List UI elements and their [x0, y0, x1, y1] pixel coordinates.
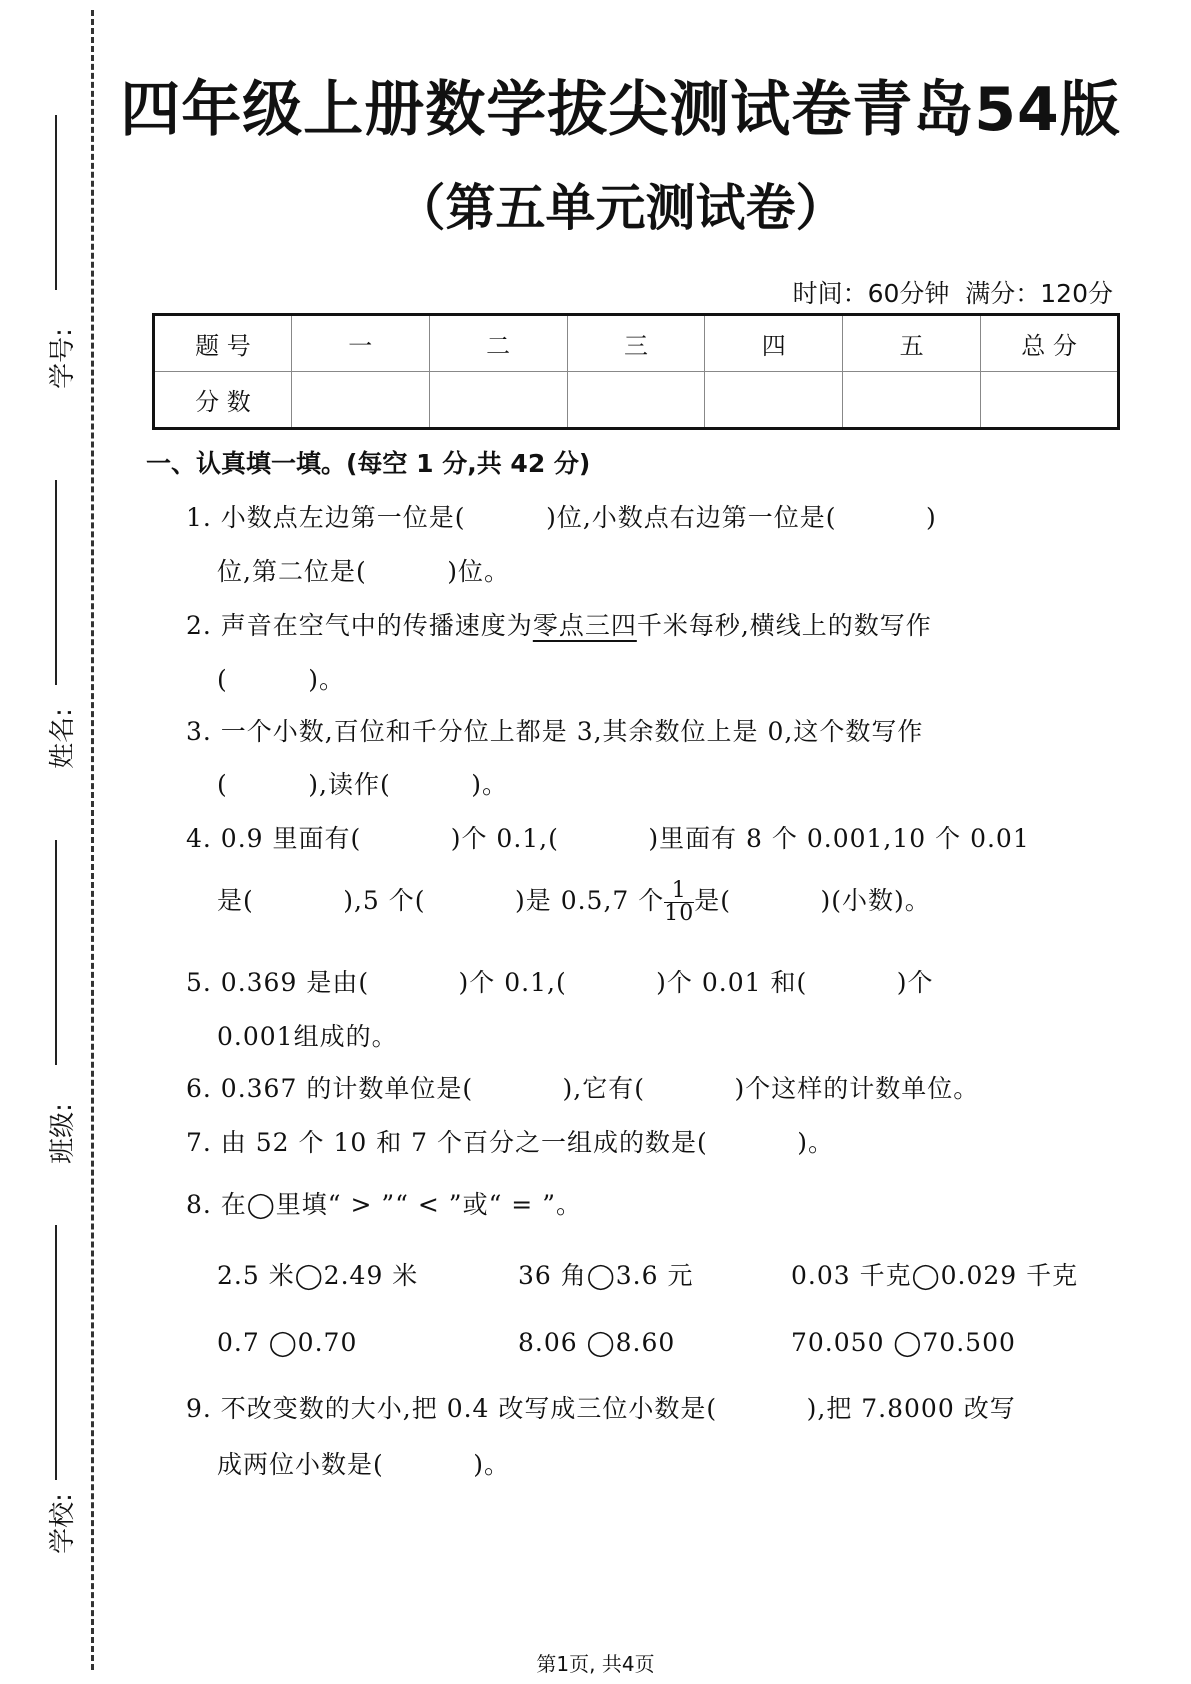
header-cell: 二 — [429, 315, 567, 372]
page-subtitle: （第五单元测试卷） — [395, 179, 846, 237]
question-1: 1. 小数点左边第一位是( )位,小数点右边第一位是( ) — [186, 503, 937, 532]
page-footer: 第1页, 共4页 — [536, 1652, 655, 1676]
name-line — [55, 480, 57, 685]
question-3: 3. 一个小数,百位和千分位上都是 3,其余数位上是 0,这个数写作 — [186, 717, 924, 746]
score-cell[interactable] — [843, 372, 981, 429]
comparison: 36 角◯3.6 元 — [518, 1261, 694, 1290]
header-cell: 三 — [567, 315, 705, 372]
comparison: 0.03 千克◯0.029 千克 — [791, 1261, 1079, 1290]
q2-text: 2. 声音在空气中的传播速度为 — [186, 611, 533, 640]
row-label: 分 数 — [154, 372, 292, 429]
question-4: 4. 0.9 里面有( )个 0.1,( )里面有 8 个 0.001,10 个 0.01 — [186, 824, 1030, 853]
numerator: 1 — [664, 880, 694, 903]
question-2-cont: ( )。 — [217, 665, 346, 694]
fold-dashed-line — [91, 10, 94, 1670]
header-cell: 一 — [291, 315, 429, 372]
question-3-cont: ( ),读作( )。 — [217, 770, 509, 799]
q2-underlined: 零点三四 — [532, 611, 637, 640]
question-8: 8. 在◯里填“ > ”“ < ”或“ = ”。 — [186, 1190, 582, 1219]
page-title: 四年级上册数学拔尖测试卷青岛54版 — [120, 75, 1121, 145]
header-cell: 四 — [705, 315, 843, 372]
comparison: 2.5 米◯2.49 米 — [217, 1261, 419, 1290]
time-info: 时间：60分钟 满分：120分 — [792, 279, 1113, 308]
comparison: 0.7 ◯0.70 — [217, 1328, 358, 1357]
school-line — [55, 1225, 57, 1480]
question-9-cont: 成两位小数是( )。 — [217, 1450, 510, 1479]
score-cell[interactable] — [429, 372, 567, 429]
question-7: 7. 由 52 个 10 和 7 个百分之一组成的数是( )。 — [186, 1128, 834, 1157]
score-table-header-row — [154, 315, 1119, 372]
score-cell[interactable] — [291, 372, 429, 429]
section-heading: 一、认真填一填。(每空 1 分,共 42 分) — [146, 449, 591, 478]
comparison: 8.06 ◯8.60 — [518, 1328, 676, 1357]
class-line — [55, 840, 57, 1065]
score-cell[interactable] — [705, 372, 843, 429]
question-5-cont: 0.001组成的。 — [217, 1022, 398, 1051]
score-cell[interactable] — [567, 372, 705, 429]
name-label: 姓名: — [47, 708, 78, 769]
fraction — [664, 880, 694, 925]
denominator: 10 — [664, 901, 695, 926]
question-9: 9. 不改变数的大小,把 0.4 改写成三位小数是( ),把 7.8000 改写 — [186, 1394, 1016, 1423]
question-1-cont: 位,第二位是( )位。 — [217, 557, 510, 586]
q4-text-end: 是( )(小数)。 — [694, 886, 931, 915]
question-2 — [186, 606, 932, 642]
score-table-score-row — [154, 372, 1119, 429]
header-cell: 总 分 — [981, 315, 1119, 372]
student-id-label: 学号: — [47, 328, 78, 389]
score-table — [152, 313, 1120, 430]
school-label: 学校: — [47, 1493, 78, 1554]
comparison: 70.050 ◯70.500 — [791, 1328, 1016, 1357]
q4-text: 是( ),5 个( )是 0.5,7 个 — [217, 886, 665, 915]
class-label: 班级: — [47, 1103, 78, 1164]
question-6: 6. 0.367 的计数单位是( ),它有( )个这样的计数单位。 — [186, 1074, 980, 1103]
q2-text-end: 千米每秒,横线上的数写作 — [636, 611, 932, 640]
header-cell: 五 — [843, 315, 981, 372]
header-cell: 题 号 — [154, 315, 292, 372]
score-cell[interactable] — [981, 372, 1119, 429]
question-5: 5. 0.369 是由( )个 0.1,( )个 0.01 和( )个 — [186, 968, 934, 997]
question-4-cont — [217, 880, 931, 925]
